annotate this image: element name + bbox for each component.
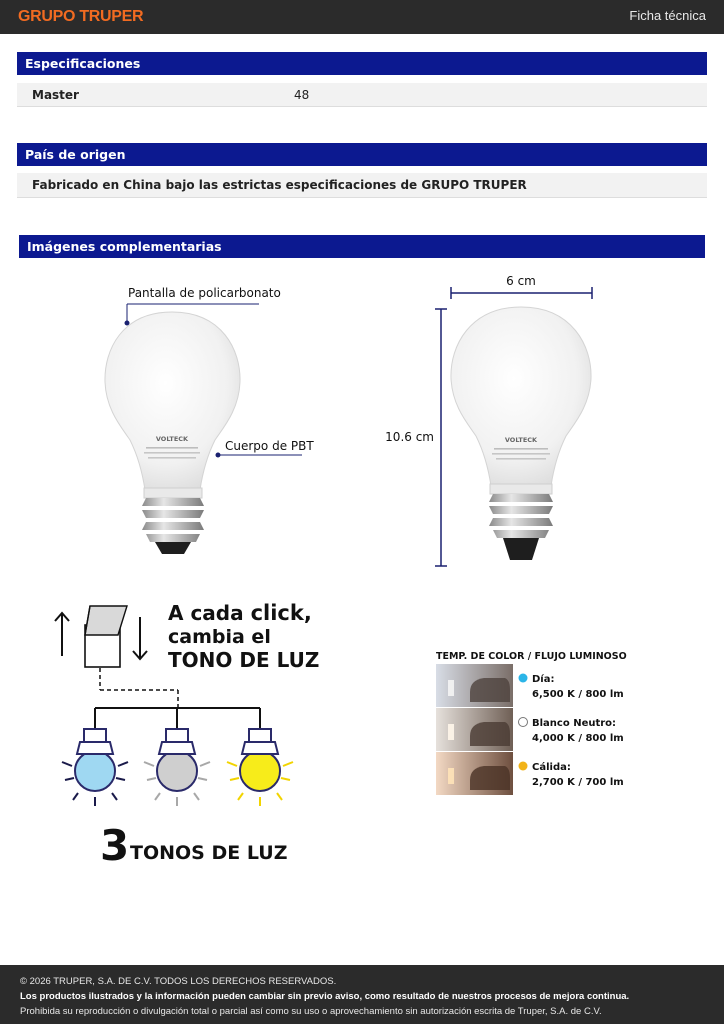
tones-text: TONOS DE LUZ	[130, 842, 288, 864]
origin-section-header: País de origen	[17, 143, 707, 166]
warm-name: Cálida:	[532, 762, 571, 773]
day-spec: 6,500 K / 800 lm	[532, 689, 624, 700]
bulb-brand-label: VOLTECK	[155, 435, 189, 443]
neutral-photo	[436, 708, 513, 751]
brand-logo: GRUPO TRUPER	[18, 8, 144, 25]
footer-prohibition: Prohibida su reproducción o divulgación total o parcial así como su uso o aprovechamiento sin autorización escrita de Truper, S.A. de C.V.	[20, 1006, 602, 1017]
spec-value: 48	[294, 88, 310, 102]
neutral-spec: 4,000 K / 800 lm	[532, 733, 624, 744]
callout-shade: Pantalla de policarbonato	[128, 286, 281, 300]
day-dot	[519, 674, 528, 683]
height-label: 10.6 cm	[385, 430, 434, 444]
width-label: 6 cm	[506, 274, 536, 288]
day-tone-bulb	[62, 729, 128, 806]
complementary-images	[0, 262, 724, 902]
footer-notice: Los productos ilustrados y la información pueden cambiar sin previo aviso, como resultado de nuestros procesos de mejora continua.	[20, 991, 630, 1002]
neutral-dot	[519, 718, 528, 727]
day-photo	[436, 664, 513, 707]
doc-type-label: Ficha técnica	[629, 8, 706, 23]
spec-label: Master	[32, 88, 79, 102]
bulb-right	[451, 307, 591, 560]
day-name: Día:	[532, 674, 555, 685]
click-line-2: cambia el	[168, 626, 271, 648]
warm-photo	[436, 752, 513, 795]
footer	[0, 965, 724, 1024]
warm-spec: 2,700 K / 700 lm	[532, 777, 624, 788]
footer-copyright: © 2026 TRUPER, S.A. DE C.V. TODOS LOS DERECHOS RESERVADOS.	[20, 976, 337, 987]
neutral-name: Blanco Neutro:	[532, 718, 617, 729]
temp-title: TEMP. DE COLOR / FLUJO LUMINOSO	[436, 651, 627, 662]
specs-section-header: Especificaciones	[17, 52, 707, 75]
tones-number: 3	[100, 821, 130, 870]
warm-dot	[519, 762, 528, 771]
click-line-1: A cada click,	[168, 601, 312, 625]
bulb-left	[105, 312, 240, 554]
origin-row	[17, 173, 707, 198]
spec-row-master	[17, 83, 707, 107]
click-line-3: TONO DE LUZ	[168, 648, 320, 672]
images-section-header: Imágenes complementarias	[19, 235, 705, 258]
origin-text: Fabricado en China bajo las estrictas especificaciones de GRUPO TRUPER	[32, 178, 527, 192]
callout-body: Cuerpo de PBT	[225, 439, 314, 453]
warm-tone-bulb	[227, 729, 293, 806]
top-bar	[0, 0, 724, 34]
switch-icon	[55, 606, 147, 667]
neutral-tone-bulb	[144, 729, 210, 806]
bulb-brand-label-right: VOLTECK	[504, 436, 538, 444]
